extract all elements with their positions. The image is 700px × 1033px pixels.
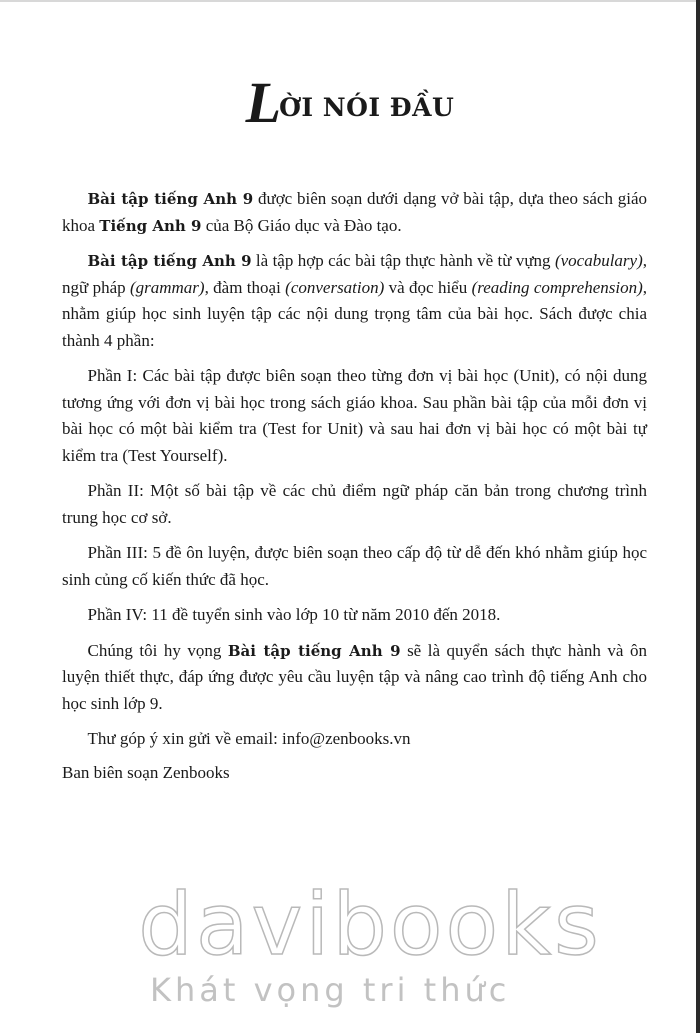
paragraph-content-overview [62, 248, 647, 354]
paragraph-part-1 [62, 363, 647, 469]
text-span: sẽ là quyển sách thực hành và ôn luyện thiết thực, đáp ứng được yêu cầu luyện tập và nâng cao trình độ tiếng Anh cho học sinh lớp 9. [62, 640, 647, 713]
paragraph-hope [62, 638, 647, 718]
text-span: Phần I: Các bài tập được biên soạn theo từng đơn vị bài học (Unit), có nội dung tương ứng với đơn vị bài học trong sách giáo khoa. Sau phần bài tập của mỗi đơn vị bài học có một bài kiểm tra (Test for Unit) và sau hai đơn vị bài học có một bài tự kiểm tra (Test Yourself). [62, 366, 647, 465]
paragraph-part-4 [62, 602, 647, 629]
text-span: , ngữ pháp [62, 251, 647, 297]
text-span: Chúng tôi hy vọng [87, 640, 228, 660]
text-span: của Bộ Giáo dục và Đào tạo. [201, 215, 402, 235]
term-italic: (reading comprehension) [471, 277, 643, 297]
watermark-slogan: Khát vọng tri thức [150, 971, 511, 1009]
text-span: Phần II: Một số bài tập về các chủ điểm ngữ pháp căn bản trong chương trình trung học cơ sở. [62, 481, 647, 527]
textbook-title-bold: Tiếng Anh 9 [99, 216, 202, 235]
term-italic: (vocabulary) [554, 251, 643, 270]
text-span: được biên soạn dưới dạng vở bài tập, dựa theo sách giáo khoa [62, 189, 647, 235]
page-top-edge [0, 0, 700, 2]
book-title-bold: Bài tập tiếng Anh 9 [87, 190, 254, 208]
text-span: Phần III: 5 đề ôn luyện, được biên soạn theo cấp độ từ dễ đến khó nhằm giúp học sinh củng cố kiến thức đã học. [62, 543, 647, 589]
text-span: , đàm thoại [204, 277, 286, 297]
text-span: là tập hợp các bài tập thực hành về từ vựng [251, 251, 555, 270]
term-italic: (grammar) [129, 277, 205, 297]
book-title-bold: Bài tập tiếng Anh 9 [227, 641, 401, 660]
watermark-brand: davibooks [138, 875, 602, 975]
paragraph-contact [62, 726, 647, 753]
preface-body [62, 186, 647, 762]
signoff: Ban biên soạn Zenbooks [62, 763, 230, 782]
text-span: Phần IV: 11 đề tuyển sinh vào lớp 10 từ năm 2010 đến 2018. [87, 605, 501, 624]
title-drop-letter: L [245, 70, 282, 135]
publisher-watermark [0, 875, 700, 1009]
page-title [0, 70, 700, 135]
paragraph-part-2 [62, 478, 647, 531]
paragraph-part-3 [62, 540, 647, 593]
title-text: ỜI NÓI ĐẦU [279, 93, 455, 122]
text-span: và đọc hiểu [384, 277, 472, 297]
page-binding-edge [696, 0, 700, 1033]
contact-email-text: Thư góp ý xin gửi về email: info@zenbooks.vn [87, 729, 411, 748]
paragraph-intro [62, 186, 647, 239]
term-italic: (conversation) [285, 277, 385, 297]
book-title-bold: Bài tập tiếng Anh 9 [87, 252, 252, 270]
text-span: , nhằm giúp học sinh luyện tập các nội dung trọng tâm của bài học. Sách được chia thành 4 phần: [62, 277, 647, 350]
